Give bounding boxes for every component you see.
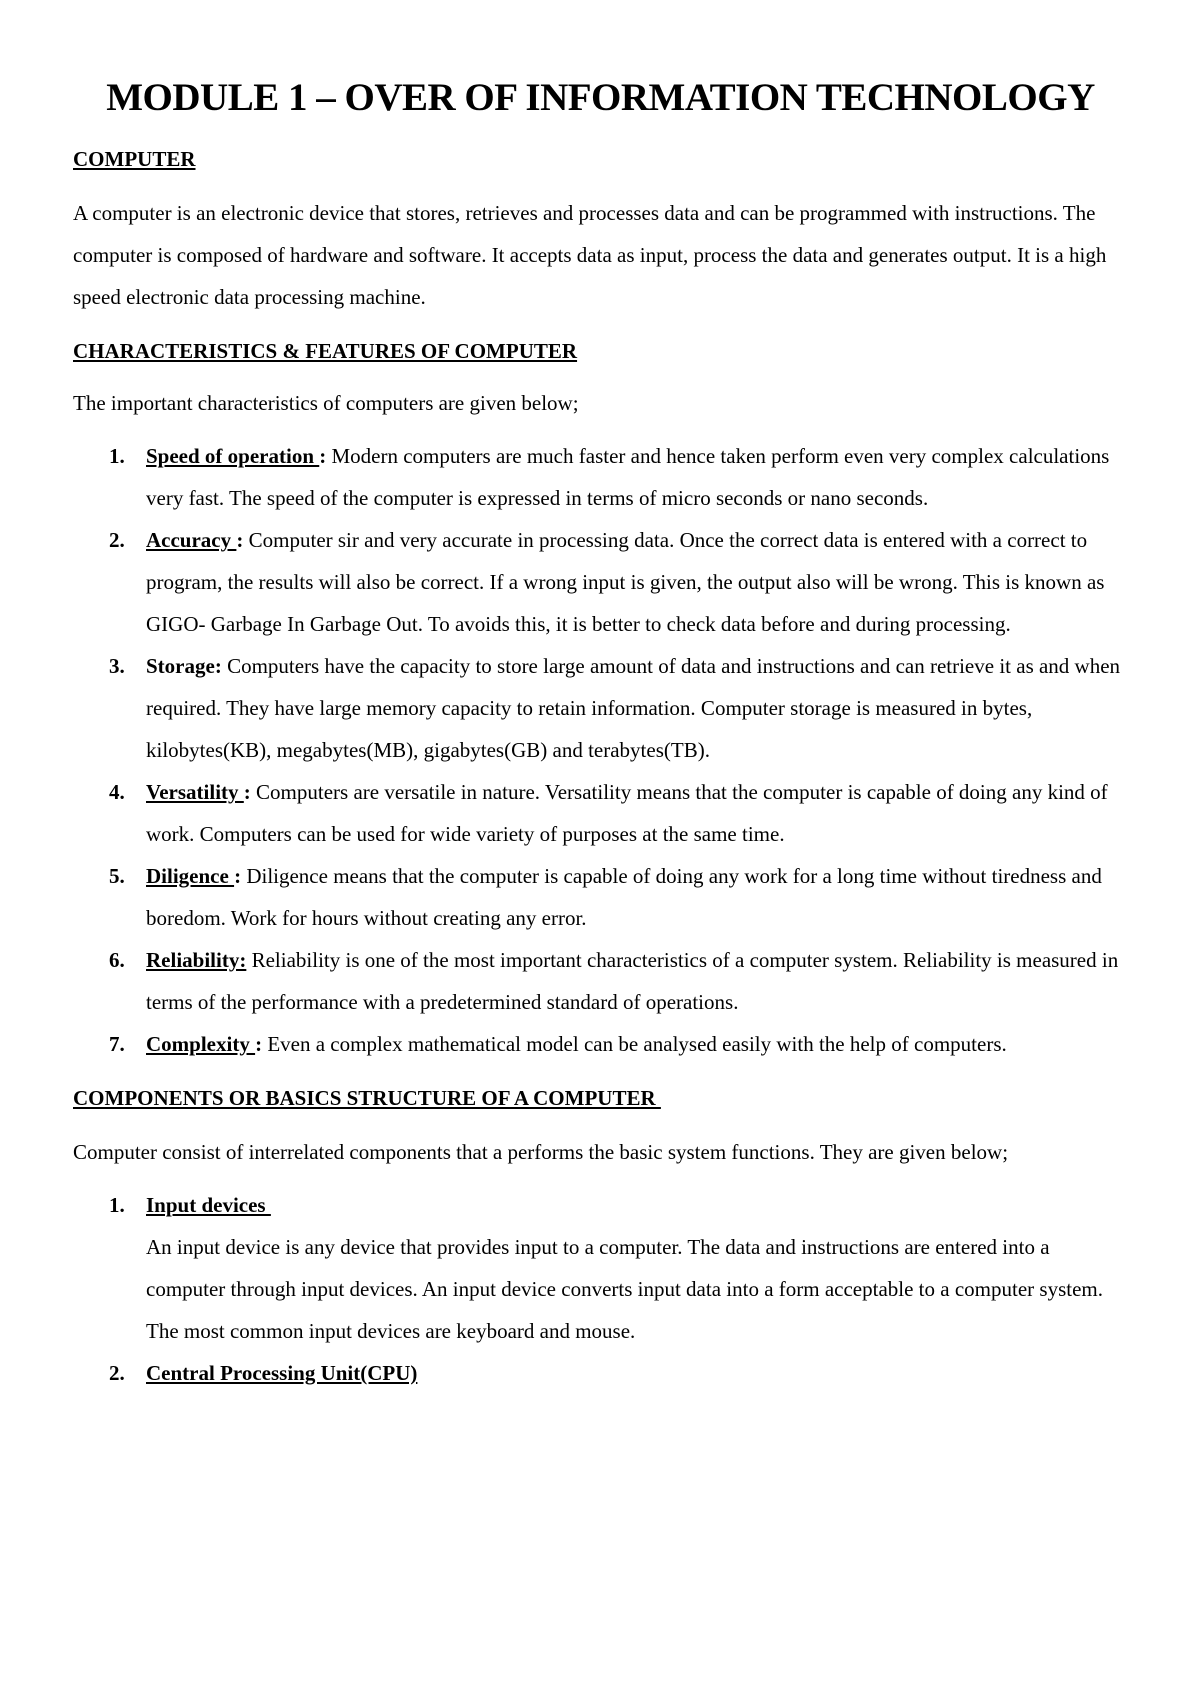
list-item-text: Reliability is one of the most important characteristics of a computer system. Reliability is measured in terms of the performance with a predetermined standard of operations. bbox=[146, 948, 1119, 1014]
list-item-term: Complexity bbox=[146, 1032, 256, 1056]
list-item-term: Storage: bbox=[146, 654, 222, 678]
list-item bbox=[73, 939, 1128, 1023]
list-item bbox=[73, 519, 1128, 645]
computer-definition-paragraph: A computer is an electronic device that stores, retrieves and processes data and can be programmed with instructions. The computer is composed of hardware and software. It accepts data as input, process the data and generates output. It is a high speed electronic data processing machine. bbox=[73, 201, 1107, 309]
list-item-number: 2. bbox=[109, 528, 125, 552]
list-item-colon: : bbox=[243, 780, 251, 804]
list-item-term: Versatility bbox=[146, 780, 244, 804]
list-item-number: 1. bbox=[109, 1193, 125, 1217]
list-item bbox=[73, 771, 1128, 855]
list-item-number: 7. bbox=[109, 1032, 125, 1056]
list-item-text: Computers have the capacity to store large amount of data and instructions and can retrieve it as and when required. They have large memory capacity to retain information. Computer storage is measured in bytes, kilobytes(KB), megabytes(MB), gigabytes(GB) and terabytes(TB). bbox=[146, 654, 1121, 762]
list-item-text: Modern computers are much faster and hence taken perform even very complex calculations very fast. The speed of the computer is expressed in terms of micro seconds or nano seconds. bbox=[146, 444, 1110, 510]
section-heading-components: COMPONENTS OR BASICS STRUCTURE OF A COMPUTER bbox=[73, 1086, 661, 1110]
list-item-term: Accuracy bbox=[146, 528, 237, 552]
list-item-number: 4. bbox=[109, 780, 125, 804]
list-item-term: Input devices bbox=[146, 1193, 271, 1217]
list-item-term: Speed of operation bbox=[146, 444, 320, 468]
list-item-term: Central Processing Unit(CPU) bbox=[146, 1361, 418, 1385]
list-item-number: 2. bbox=[109, 1361, 125, 1385]
list-item-colon: : bbox=[255, 1032, 263, 1056]
list-item-number: 1. bbox=[109, 444, 125, 468]
characteristics-list bbox=[73, 435, 1128, 1065]
section-heading-computer: COMPUTER bbox=[73, 147, 196, 171]
list-item bbox=[73, 1352, 1128, 1394]
list-item bbox=[73, 1023, 1128, 1065]
list-item-colon: : bbox=[234, 864, 242, 888]
section-heading-characteristics: CHARACTERISTICS & FEATURES OF COMPUTER bbox=[73, 339, 578, 363]
characteristics-intro: The important characteristics of computers are given below; bbox=[73, 391, 579, 415]
list-item-number: 5. bbox=[109, 864, 125, 888]
list-item-text: Even a complex mathematical model can be analysed easily with the help of computers. bbox=[262, 1032, 1007, 1056]
list-item bbox=[73, 435, 1128, 519]
components-list bbox=[73, 1184, 1128, 1394]
list-item-number: 6. bbox=[109, 948, 125, 972]
page-title: MODULE 1 – OVER OF INFORMATION TECHNOLOGY bbox=[106, 76, 1095, 119]
list-item-term: Diligence bbox=[146, 864, 235, 888]
list-item-colon: : bbox=[236, 528, 244, 552]
list-item-colon: : bbox=[319, 444, 327, 468]
components-intro: Computer consist of interrelated components that a performs the basic system functions. They are given below; bbox=[73, 1140, 1009, 1164]
list-item bbox=[73, 1184, 1128, 1352]
list-item bbox=[73, 645, 1128, 771]
list-item-text: Diligence means that the computer is capable of doing any work for a long time without tiredness and boredom. Work for hours without creating any error. bbox=[146, 864, 1102, 930]
list-item-text: An input device is any device that provides input to a computer. The data and instructions are entered into a computer through input devices. An input device converts input data into a form acceptable to a computer system. The most common input devices are keyboard and mouse. bbox=[146, 1235, 1103, 1343]
list-item-number: 3. bbox=[109, 654, 125, 678]
list-item-text: Computers are versatile in nature. Versatility means that the computer is capable of doing any kind of work. Computers can be used for wide variety of purposes at the same time. bbox=[146, 780, 1108, 846]
list-item-term: Reliability: bbox=[146, 948, 247, 972]
list-item bbox=[73, 855, 1128, 939]
list-item-text: Computer sir and very accurate in processing data. Once the correct data is entered with a correct to program, the results will also be correct. If a wrong input is given, the output also will be wrong. This is known as GIGO- Garbage In Garbage Out. To avoids this, it is better to check data before and during processing. bbox=[146, 528, 1105, 636]
